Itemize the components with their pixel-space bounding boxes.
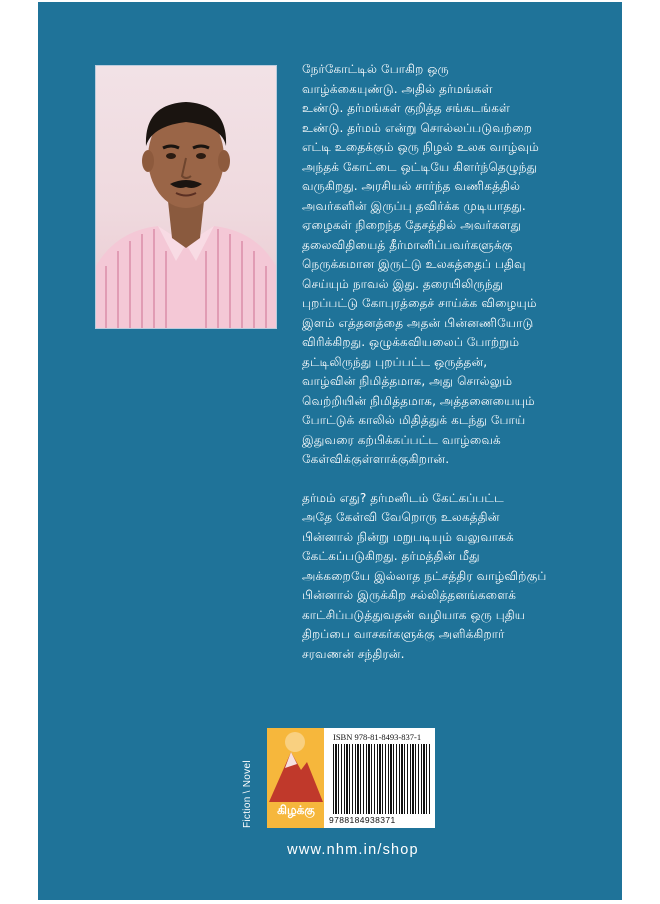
author-photo [95, 65, 277, 329]
publisher-website: www.nhm.in/shop [287, 842, 419, 858]
barcode [333, 744, 431, 814]
publisher-name: கிழக்கு [277, 803, 315, 817]
blurb-paragraph-1: நேர்கோட்டில் போகிற ஒரு வாழ்க்கையுண்டு. அதில் தர்மங்கள் உண்டு. தர்மங்கள் குறித்த சங்கடங்கள் உண்டு. தர்மம் என்று சொல்லப்படுவற்றை எட்டி உதைக்கும் ஒரு நிழல் உலக வாழ்வும் அந்தக் கோட்டை ஒட்டியே கிளர்ந்தெழுந்து வருகிறது. அரசியல் சார்ந்த வணிகத்தில் அவர்களின் இருப்பு தவிர்க்க முடியாதது. ஏழைகள் நிறைந்த தேசத்தில் அவர்களது தலைவிதியைத் தீர்மானிப்பவர்களுக்கு நெருக்கமான இருட்டு உலகத்தைப் பதிவு செய்யும் நாவல் இது. தரையிலிருந்து புறப்பட்டு கோபுரத்தைச் சாய்க்க விழையும் இளம் எத்தனத்தை அதன் பின்னணியோடு விரிக்கிறது. ஒழுக்கவியலைப் போற்றும் தட்டிலிருந்து புறப்பட்ட ஒருத்தன், வாழ்வின் நிமித்தமாக, அது சொல்லும் வெற்றியின் நிமித்தமாக, அத்தனையையும் போட்டுக் காலில் மிதித்துக் கடந்து போய் இதுவரை கற்பிக்கப்பட்ட வாழ்வைக் கேள்விக்குள்ளாக்குகிறான். [302, 62, 539, 466]
author-portrait-icon [96, 66, 276, 328]
book-blurb [302, 60, 632, 683]
publisher-logo [267, 728, 324, 828]
publisher-barcode-panel [267, 728, 435, 828]
isbn-text: ISBN 978-81-8493-837-1 [333, 732, 422, 742]
blurb-paragraph-2: தர்மம் எது? தர்மனிடம் கேட்கப்பட்ட அதே கேள்வி வேறொரு உலகத்தின் பின்னால் நின்று மறுபடியும் வலுவாகக் கேட்கப்படுகிறது. தர்மத்தின் மீது அக்கறையே இல்லாத நட்சத்திர வாழ்விற்குப் பின்னால் இருக்கிற சல்லித்தனங்களைக் காட்சிப்படுத்துவதன் வழியாக ஒரு புதிய திறப்பை வாசகர்களுக்கு அளிக்கிறார் சரவணன் சந்திரன். [302, 490, 547, 661]
mountain-sun-logo-icon [267, 728, 324, 804]
barcode-number: 9788184938371 [329, 815, 396, 825]
genre-label: Fiction \ Novel [242, 760, 253, 828]
